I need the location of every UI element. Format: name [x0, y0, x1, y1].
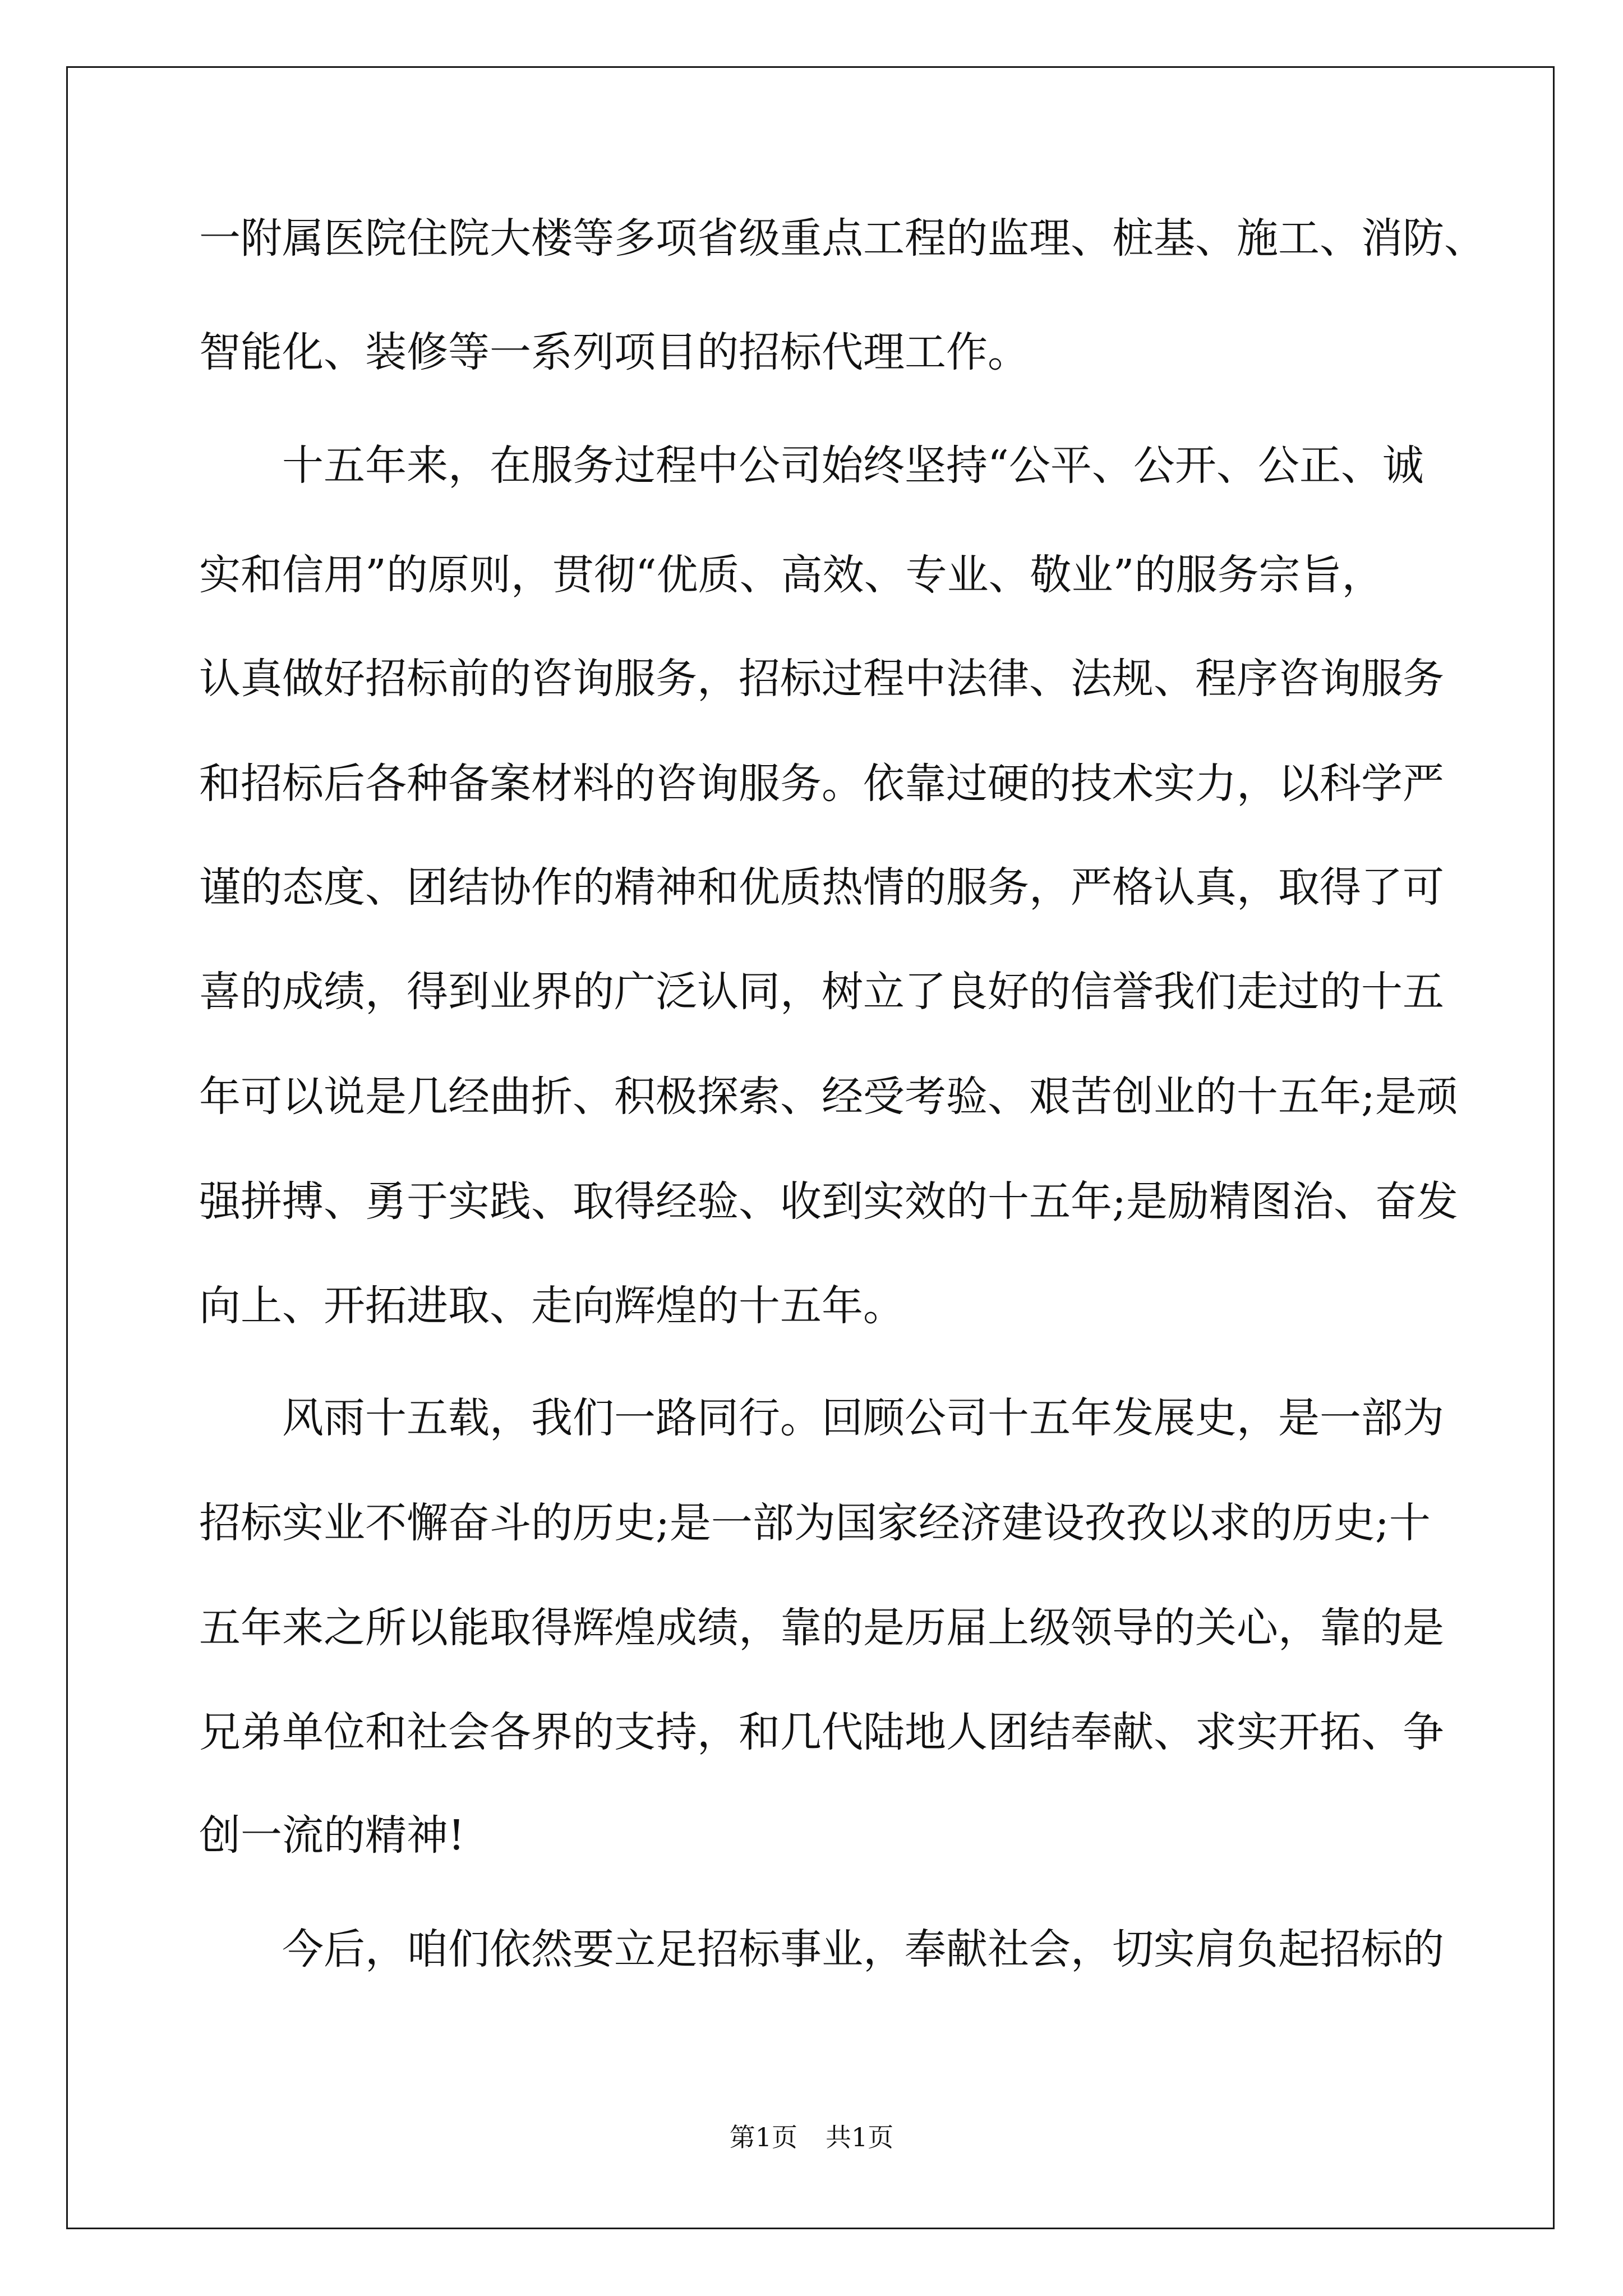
text-line: 兄弟单位和社会各界的支持，和几代陆地人团结奉献、求实开拓、争 [199, 1708, 1444, 1756]
text-line: 年可以说是几经曲折、积极探索、经受考验、艰苦创业的十五年;是顽 [199, 1073, 1458, 1121]
page-border [66, 66, 1555, 2229]
text-line: 认真做好招标前的咨询服务，招标过程中法律、法规、程序咨询服务 [199, 655, 1444, 703]
text-line: 实和信用”的原则，贯彻“优质、高效、专业、敬业”的服务宗旨， [199, 551, 1384, 599]
text-line: 五年来之所以能取得辉煌成绩，靠的是历届上级领导的关心，靠的是 [199, 1604, 1444, 1652]
text-line: 今后，咱们依然要立足招标事业，奉献社会，切实肩负起招标的 [282, 1925, 1444, 1973]
text-line: 智能化、装修等一系列项目的招标代理工作。 [199, 328, 1029, 376]
text-line: 喜的成绩，得到业界的广泛认同，树立了良好的信誉我们走过的十五 [199, 968, 1444, 1016]
text-line: 十五年来，在服务过程中公司始终坚持“公平、公开、公正、诚 [282, 441, 1424, 490]
page-total: 共1页 [826, 2122, 894, 2152]
text-line: 创一流的精神! [199, 1811, 465, 1860]
text-line: 和招标后各种备案材料的咨询服务。依靠过硬的技术实力，以科学严 [199, 760, 1444, 808]
page-number: 第1页 [729, 2122, 797, 2152]
text-line: 向上、开拓进取、走向辉煌的十五年。 [199, 1282, 905, 1330]
text-line: 招标实业不懈奋斗的历史;是一部为国家经济建设孜孜以求的历史;十 [199, 1499, 1431, 1547]
page-footer [0, 2120, 1623, 2154]
text-line: 强拼搏、勇于实践、取得经验、收到实效的十五年;是励精图治、奋发 [199, 1177, 1458, 1226]
text-line: 一附属医院住院大楼等多项省级重点工程的监理、桩基、施工、消防、 [199, 214, 1486, 263]
text-line: 风雨十五载，我们一路同行。回顾公司十五年发展史，是一部为 [282, 1394, 1444, 1442]
text-line: 谨的态度、团结协作的精神和优质热情的服务，严格认真，取得了可 [199, 863, 1444, 912]
